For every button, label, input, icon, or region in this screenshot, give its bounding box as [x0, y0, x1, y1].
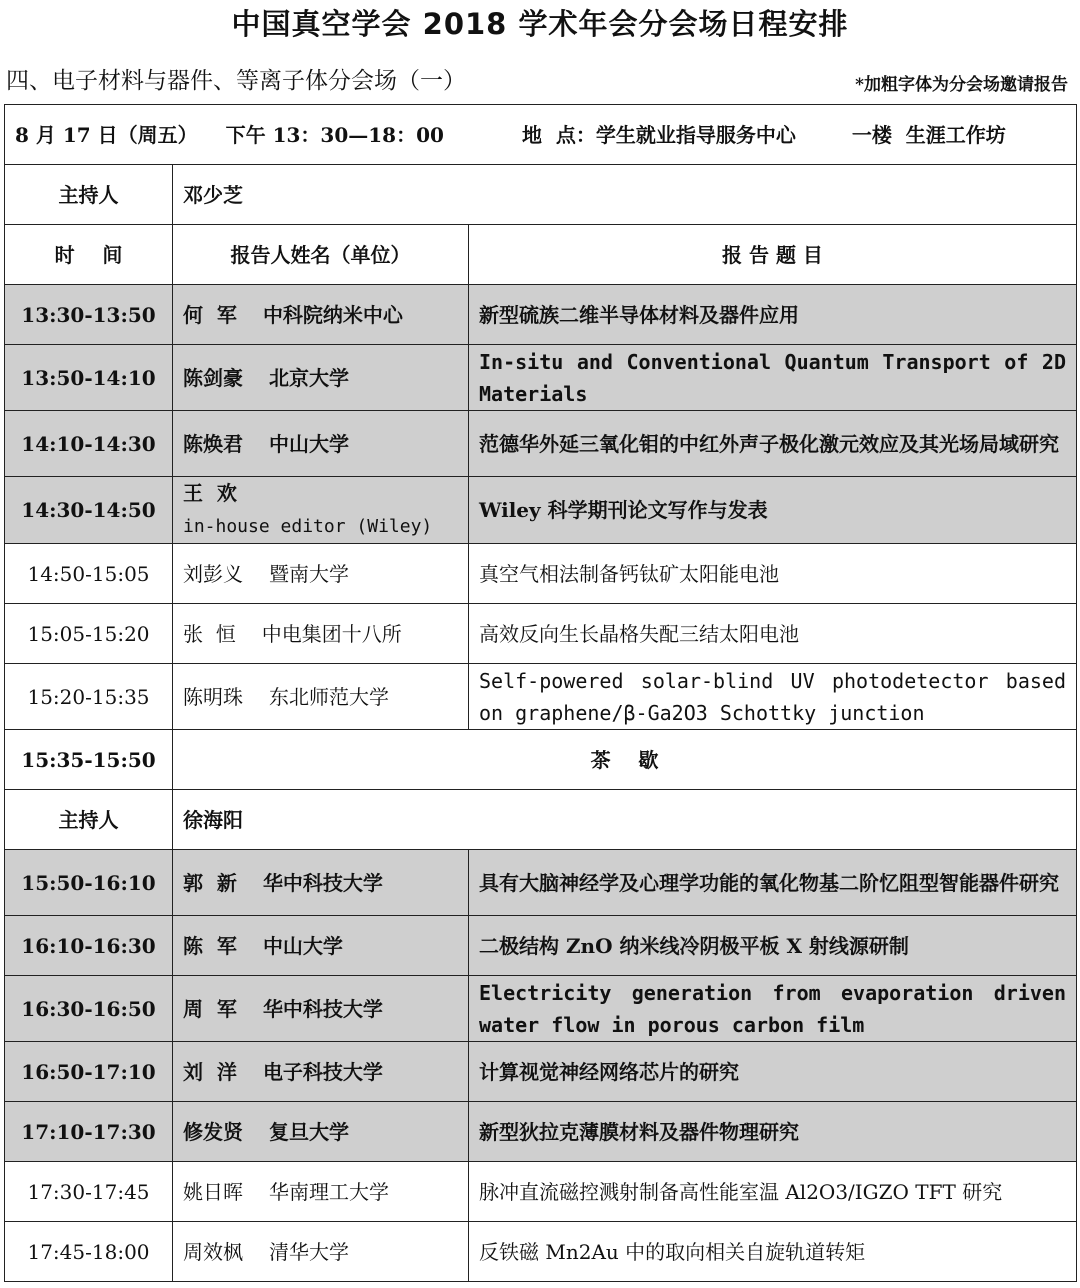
- speaker-cell: [173, 1222, 469, 1282]
- talk-topic: In-situ and Conventional Quantum Transport of 2D Materials: [469, 345, 1077, 411]
- host-label-2: 主持人: [5, 790, 173, 850]
- talk-time: 14:50-15:05: [5, 544, 173, 604]
- speaker-affiliation: 东北师范大学: [269, 684, 389, 709]
- host-row-2: [5, 790, 1077, 850]
- header-row: [5, 225, 1077, 285]
- talk-row: [5, 664, 1077, 730]
- break-label: 茶 歇: [173, 730, 1077, 790]
- talk-time: 17:45-18:00: [5, 1222, 173, 1282]
- talk-time: 15:20-15:35: [5, 664, 173, 730]
- talk-time: 13:50-14:10: [5, 345, 173, 411]
- speaker-cell: [173, 850, 469, 916]
- talk-topic: 新型狄拉克薄膜材料及器件物理研究: [469, 1102, 1077, 1162]
- talk-row: [5, 976, 1077, 1042]
- header-time: 时 间: [5, 225, 173, 285]
- speaker-name: 陈焕君: [183, 431, 243, 456]
- info-row: [5, 105, 1077, 165]
- talk-row: [5, 1102, 1077, 1162]
- talk-time: 17:30-17:45: [5, 1162, 173, 1222]
- speaker-cell: [173, 345, 469, 411]
- host-row: [5, 165, 1077, 225]
- host-name: 邓少芝: [173, 165, 1077, 225]
- speaker-cell: [173, 664, 469, 730]
- talk-topic: 计算视觉神经网络芯片的研究: [469, 1042, 1077, 1102]
- talk-topic: 脉冲直流磁控溅射制备高性能室温 Al2O3/IGZO TFT 研究: [469, 1162, 1077, 1222]
- speaker-cell: [173, 411, 469, 477]
- speaker-affiliation: 中山大学: [262, 933, 343, 958]
- speaker-affiliation: 暨南大学: [269, 561, 349, 586]
- session-date: 8 月 17 日（周五）: [15, 122, 198, 147]
- speaker-name: 周效枫: [183, 1239, 243, 1264]
- speaker-name: 郭 新: [183, 870, 237, 895]
- session-info: [5, 105, 1077, 165]
- talk-topic: 新型硫族二维半导体材料及器件应用: [469, 285, 1077, 345]
- speaker-cell: [173, 976, 469, 1042]
- host-label: 主持人: [5, 165, 173, 225]
- speaker-affiliation: 中电集团十八所: [261, 621, 402, 646]
- speaker-name: 何 军: [183, 302, 237, 327]
- break-row: [5, 730, 1077, 790]
- talk-topic: Self-powered solar-blind UV photodetector based on graphene/β-Ga2O3 Schottky junction: [469, 664, 1077, 730]
- section-subtitle: 四、电子材料与器件、等离子体分会场（一）: [6, 68, 466, 94]
- talk-row: [5, 1162, 1077, 1222]
- talk-row: [5, 1222, 1077, 1282]
- talk-row: [5, 544, 1077, 604]
- talk-time: 16:50-17:10: [5, 1042, 173, 1102]
- speaker-name: 姚日晖: [183, 1179, 243, 1204]
- speaker-affiliation: 复旦大学: [269, 1119, 349, 1144]
- header-speaker: 报告人姓名（单位）: [173, 225, 469, 285]
- speaker-name: 刘 洋: [183, 1059, 237, 1084]
- talk-time: 14:30-14:50: [5, 477, 173, 544]
- legend-note: *加粗字体为分会场邀请报告: [855, 75, 1068, 95]
- session-time: 下午 13：30—18：00: [225, 122, 444, 147]
- talk-topic: 范德华外延三氧化钼的中红外声子极化激元效应及其光场局域研究: [469, 411, 1077, 477]
- speaker-name: 陈明珠: [183, 684, 243, 709]
- speaker-name: 刘彭义: [183, 561, 243, 586]
- talk-topic: 高效反向生长晶格失配三结太阳电池: [469, 604, 1077, 664]
- talk-topic: 反铁磁 Mn2Au 中的取向相关自旋轨道转矩: [469, 1222, 1077, 1282]
- speaker-affiliation: 电子科技大学: [262, 1059, 383, 1084]
- speaker-name: 周 军: [183, 996, 237, 1021]
- talk-row: [5, 1042, 1077, 1102]
- talk-row: [5, 477, 1077, 544]
- talk-row: [5, 411, 1077, 477]
- speaker-affiliation: 北京大学: [269, 365, 349, 390]
- speaker-affiliation: 华南理工大学: [269, 1179, 389, 1204]
- talk-row: [5, 850, 1077, 916]
- talk-row: [5, 604, 1077, 664]
- speaker-cell: [173, 1042, 469, 1102]
- speaker-cell: [173, 916, 469, 976]
- talk-time: 17:10-17:30: [5, 1102, 173, 1162]
- speaker-name: 张 恒: [183, 621, 236, 646]
- talk-time: 15:50-16:10: [5, 850, 173, 916]
- speaker-cell: [173, 477, 469, 544]
- header-topic: 报 告 题 目: [469, 225, 1077, 285]
- speaker-cell: [173, 544, 469, 604]
- speaker-name: 陈 军: [183, 933, 237, 958]
- talk-time: 16:30-16:50: [5, 976, 173, 1042]
- speaker-affiliation: 中山大学: [269, 431, 349, 456]
- schedule-table: [4, 104, 1077, 1282]
- talk-topic: 二极结构 ZnO 纳米线冷阴极平板 X 射线源研制: [469, 916, 1077, 976]
- speaker-cell: [173, 1102, 469, 1162]
- host-name-2: 徐海阳: [173, 790, 1077, 850]
- speaker-affiliation: in-house editor (Wiley): [183, 516, 433, 537]
- break-time: 15:35-15:50: [5, 730, 173, 790]
- speaker-affiliation: 华中科技大学: [262, 996, 383, 1021]
- talk-topic: Electricity generation from evaporation driven water flow in porous carbon film: [469, 976, 1077, 1042]
- talk-topic: 具有大脑神经学及心理学功能的氧化物基二阶忆阻型智能器件研究: [469, 850, 1077, 916]
- speaker-cell: [173, 604, 469, 664]
- talk-topic: 真空气相法制备钙钛矿太阳能电池: [469, 544, 1077, 604]
- talk-time: 13:30-13:50: [5, 285, 173, 345]
- session-room: 一楼 生涯工作坊: [851, 122, 1006, 147]
- talk-time: 15:05-15:20: [5, 604, 173, 664]
- talk-row: [5, 345, 1077, 411]
- speaker-name: 陈剑豪: [183, 365, 243, 390]
- speaker-cell: [173, 1162, 469, 1222]
- speaker-name: 修发贤: [183, 1119, 243, 1144]
- speaker-name: 王 欢: [183, 481, 237, 505]
- speaker-affiliation: 清华大学: [269, 1239, 349, 1264]
- page-title: 中国真空学会 2018 学术年会分会场日程安排: [231, 7, 849, 41]
- talk-time: 14:10-14:30: [5, 411, 173, 477]
- speaker-cell: [173, 285, 469, 345]
- speaker-affiliation: 华中科技大学: [262, 870, 383, 895]
- talk-row: [5, 285, 1077, 345]
- rows-part1: [5, 285, 1077, 730]
- session-location: 地 点：学生就业指导服务中心: [521, 122, 796, 147]
- rows-part2: [5, 850, 1077, 1282]
- talk-row: [5, 916, 1077, 976]
- talk-time: 16:10-16:30: [5, 916, 173, 976]
- talk-topic: Wiley 科学期刊论文写作与发表: [469, 477, 1077, 544]
- speaker-affiliation: 中科院纳米中心: [262, 302, 403, 327]
